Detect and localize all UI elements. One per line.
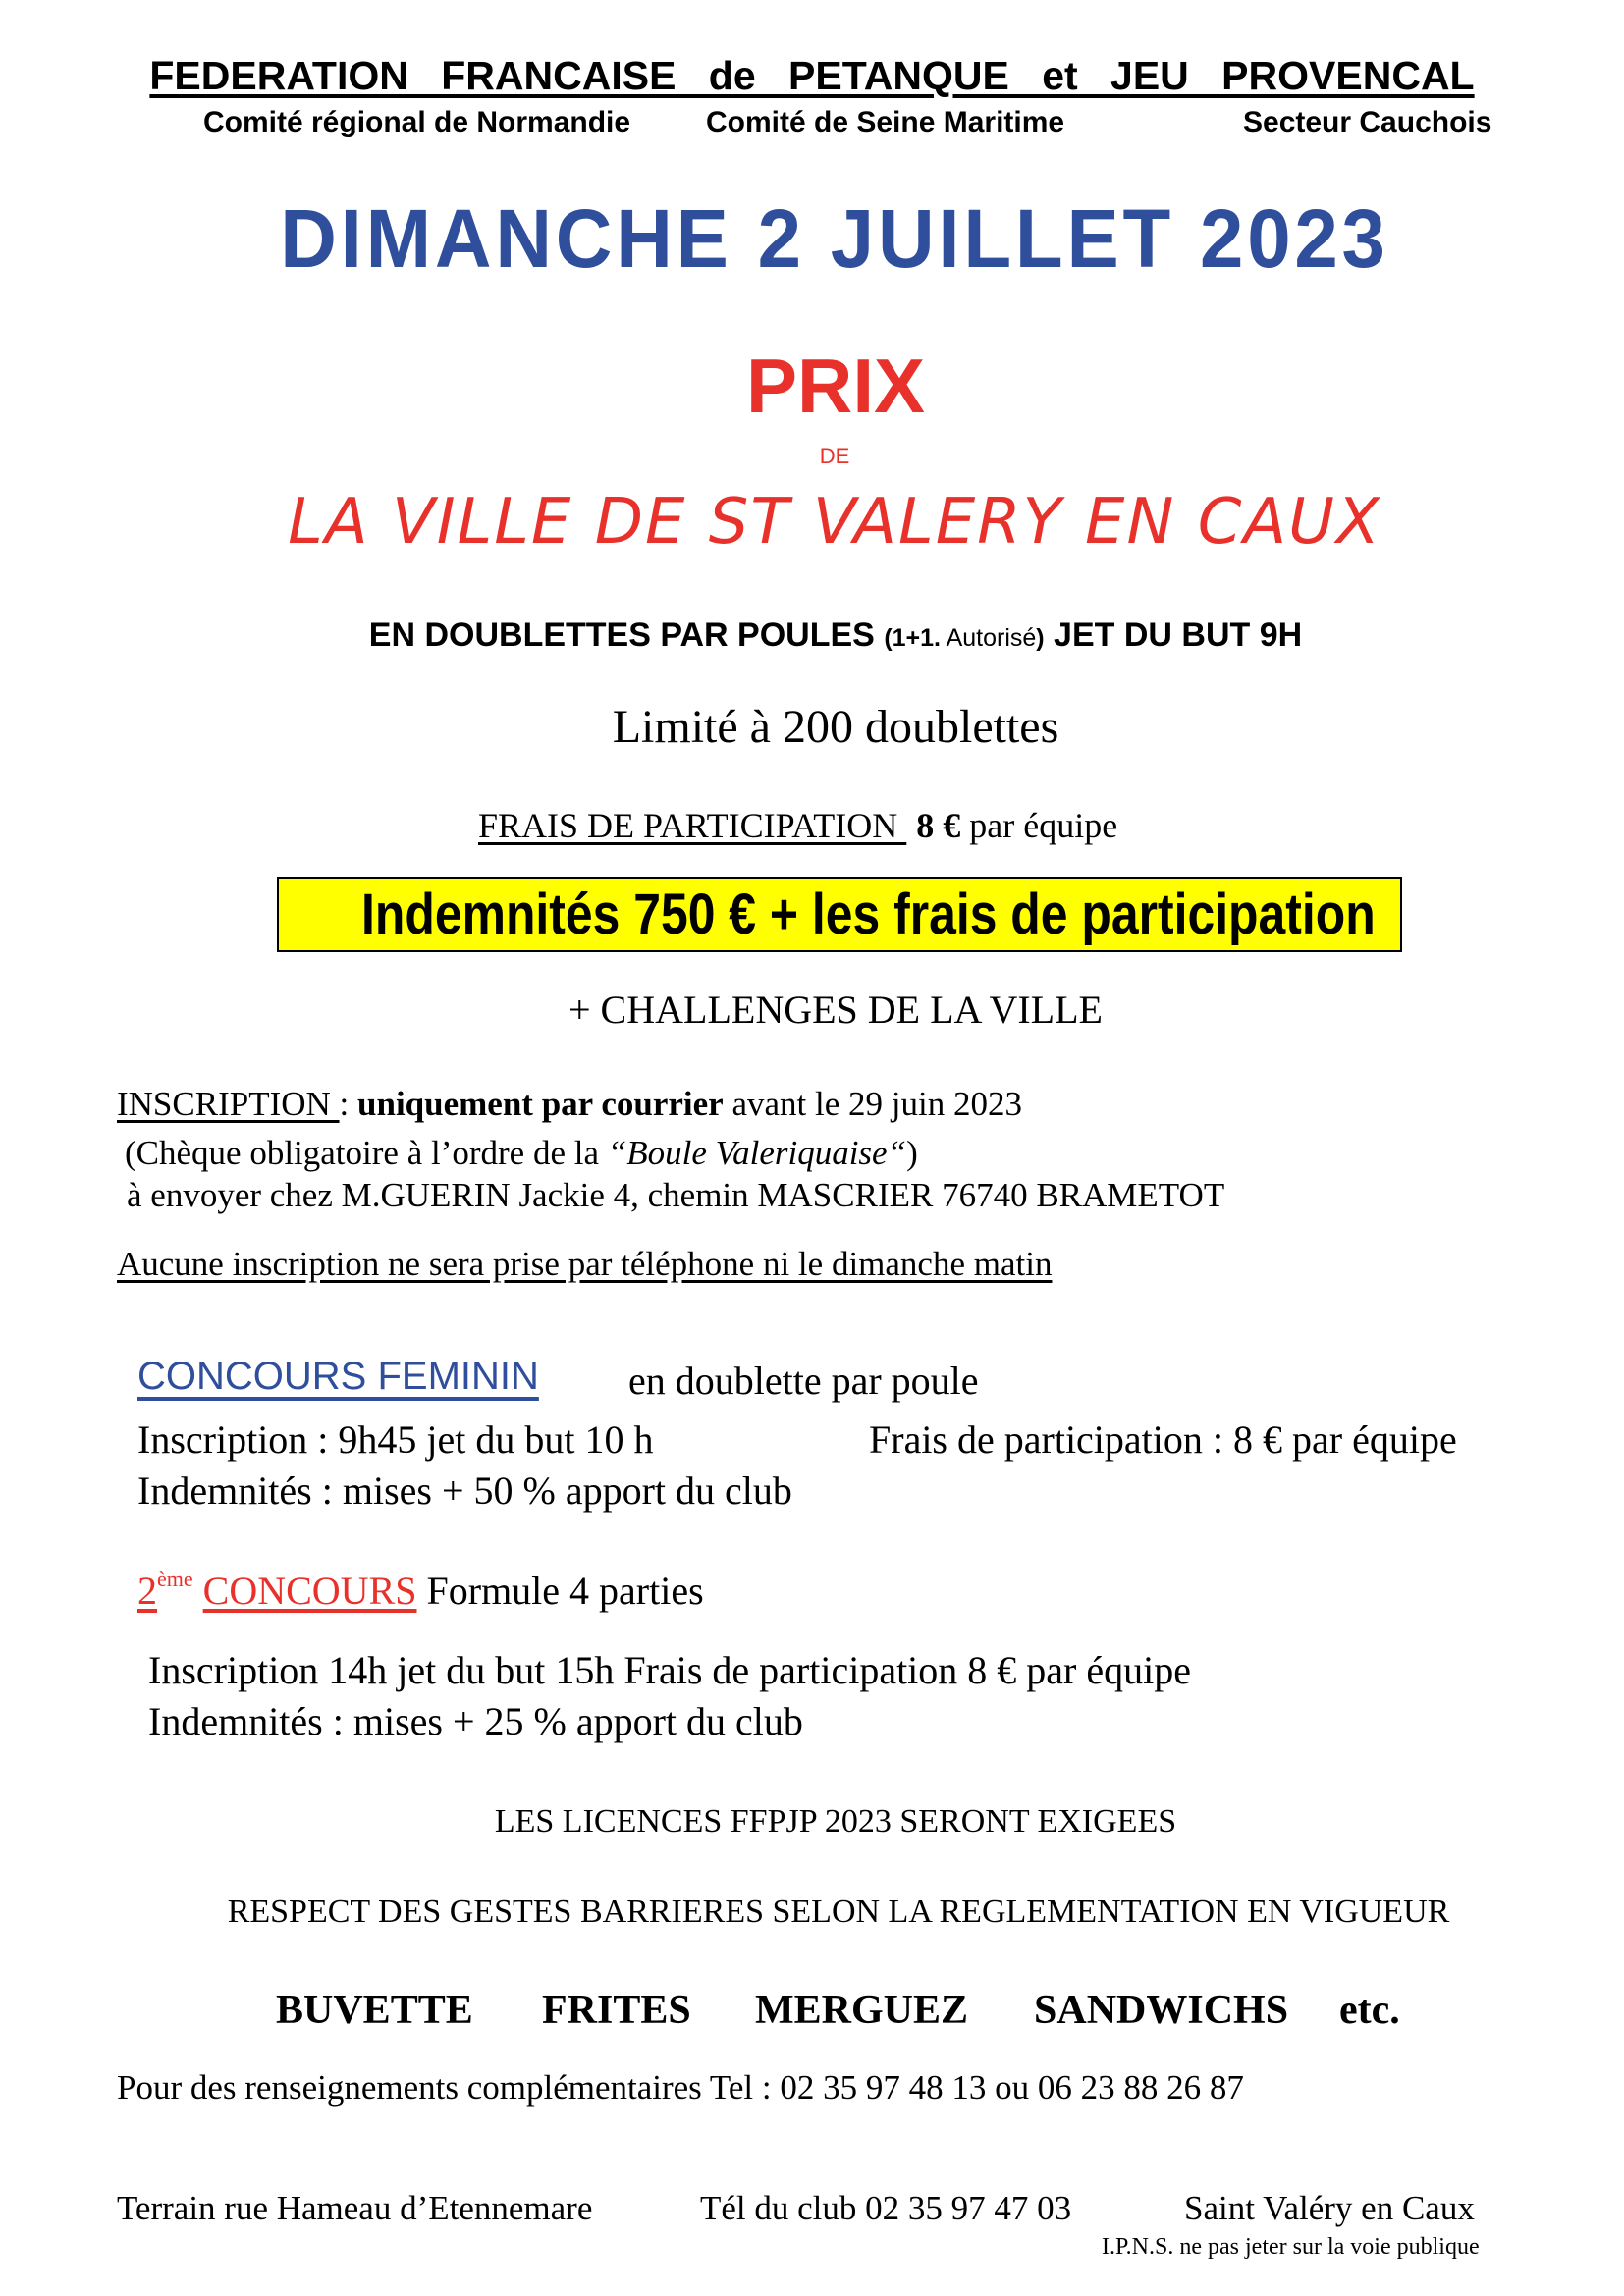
- format-line: [0, 616, 1624, 655]
- second-num: 2: [137, 1569, 157, 1613]
- feminin-indemnites: Indemnités : mises + 50 % apport du club: [137, 1468, 792, 1513]
- address-line: à envoyer chez M.GUERIN Jackie 4, chemin MASCRIER 76740 BRAMETOT: [127, 1176, 1225, 1214]
- food-item-frites: FRITES: [542, 1988, 691, 2033]
- inscription-label: INSCRIPTION: [117, 1085, 340, 1123]
- frais-line: [478, 805, 1117, 846]
- format-part1: EN DOUBLETTES PAR POULES: [368, 616, 885, 654]
- feminin-inscription: Inscription : 9h45 jet du but 10 h: [137, 1417, 654, 1462]
- event-date: DIMANCHE 2 JUILLET 2023: [280, 192, 1389, 285]
- second-sup: ème: [157, 1566, 193, 1591]
- limite-line: Limité à 200 doublettes: [612, 701, 1059, 753]
- inscription-mode: uniquement par courrier: [357, 1085, 724, 1123]
- cheque-suffix: ): [906, 1134, 918, 1172]
- comite-departemental: Comité de Seine Maritime: [706, 106, 1065, 138]
- feminin-frais: Frais de participation : 8 € par équipe: [869, 1417, 1457, 1462]
- inscription-line: [117, 1085, 1022, 1124]
- terrain-address: Terrain rue Hameau d’Etennemare: [117, 2189, 593, 2227]
- licences-note: LES LICENCES FFPJP 2023 SERONT EXIGEES: [494, 1803, 1177, 1840]
- challenges-line: + CHALLENGES DE LA VILLE: [568, 988, 1103, 1032]
- club-phone: Tél du club 02 35 97 47 03: [700, 2189, 1072, 2227]
- food-item-sandwichs: SANDWICHS: [1034, 1988, 1289, 2033]
- second-line2: Indemnités : mises + 25 % apport du club: [148, 1699, 803, 1743]
- secteur: Secteur Cauchois: [1243, 106, 1492, 138]
- ipns-note: I.P.N.S. ne pas jeter sur la voie publique: [1102, 2234, 1480, 2260]
- frais-label: FRAIS DE PARTICIPATION: [478, 806, 907, 845]
- federation-title: FEDERATION FRANCAISE de PETANQUE et JEU PROVENCAL: [149, 53, 1475, 98]
- de-label: DE: [819, 444, 850, 468]
- second-formula: Formule 4 parties: [416, 1569, 704, 1613]
- format-part2: (1+1.: [884, 624, 941, 652]
- feminin-subtitle: en doublette par poule: [628, 1359, 979, 1403]
- inscription-sep: :: [339, 1085, 358, 1123]
- location-town: Saint Valéry en Caux: [1184, 2189, 1475, 2227]
- frais-amount: 8 €: [916, 806, 961, 845]
- cheque-club: “Boule Valeriquaise“: [607, 1134, 907, 1172]
- feminin-title: CONCOURS FEMININ: [137, 1355, 539, 1398]
- food-item-buvette: BUVETTE: [276, 1988, 473, 2033]
- food-item-etc: etc.: [1339, 1988, 1400, 2033]
- indemnites-text: Indemnités 750 € + les frais de participation: [361, 882, 1376, 946]
- inscription-deadline: avant le 29 juin 2023: [723, 1085, 1022, 1123]
- cheque-line: [125, 1134, 918, 1173]
- cheque-prefix: (Chèque obligatoire à l’ordre de la: [125, 1134, 608, 1172]
- format-part5: JET DU BUT 9H: [1044, 616, 1303, 654]
- second-title: CONCOURS: [202, 1569, 417, 1613]
- ville-title: LA VILLE DE ST VALERY EN CAUX: [288, 486, 1381, 559]
- second-concours-title: [137, 1568, 704, 1614]
- prix-title: PRIX: [745, 343, 926, 429]
- indemnites-highlight: [277, 877, 1402, 952]
- renseignements-line: Pour des renseignements complémentaires Tel : 02 35 97 48 13 ou 06 23 88 26 87: [117, 2068, 1244, 2107]
- frais-unit: par équipe: [960, 806, 1118, 845]
- comite-regional: Comité régional de Normandie: [203, 106, 631, 138]
- second-line1: Inscription 14h jet du but 15h Frais de participation 8 € par équipe: [148, 1648, 1191, 1692]
- warning-line: Aucune inscription ne sera prise par téléphone ni le dimanche matin: [117, 1245, 1053, 1283]
- format-part4: ): [1036, 624, 1045, 652]
- respect-note: RESPECT DES GESTES BARRIERES SELON LA REGLEMENTATION EN VIGUEUR: [227, 1894, 1450, 1930]
- format-part3: Autorisé: [941, 624, 1037, 652]
- food-item-merguez: MERGUEZ: [755, 1988, 969, 2033]
